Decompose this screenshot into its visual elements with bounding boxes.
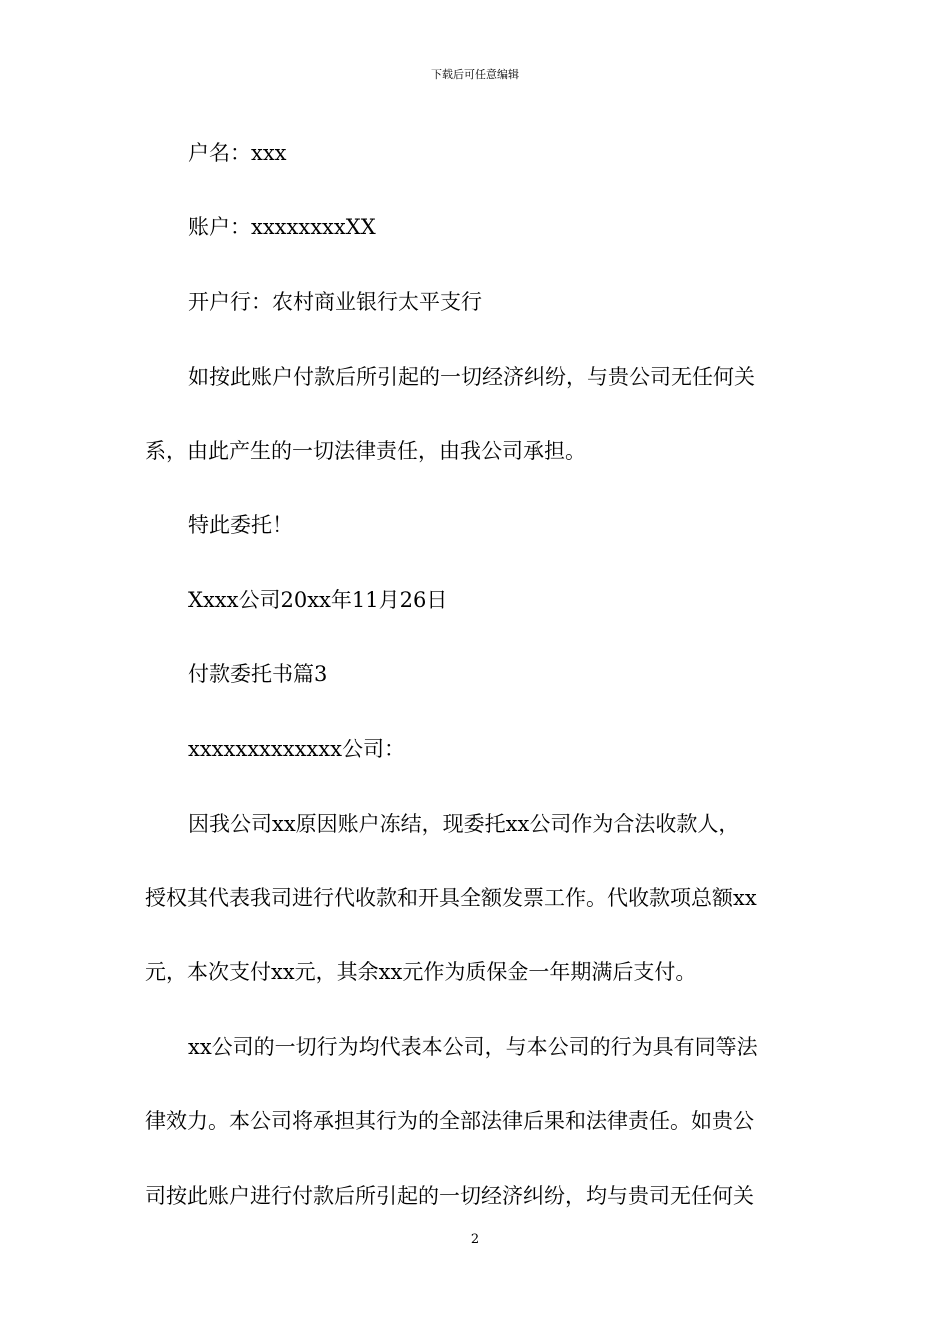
paragraph-line: 系，由此产生的一切法律责任，由我公司承担。 (145, 439, 586, 463)
paragraph-line: 如按此账户付款后所引起的一切经济纠纷，与贵公司无任何关 (188, 365, 755, 389)
section-title: 付款委托书篇3 (188, 662, 328, 686)
page-number: 2 (470, 1232, 480, 1247)
recipient-line: xxxxxxxxxxxxx公司： (188, 737, 405, 761)
account-name-line: 户名：xxx (188, 141, 287, 165)
closing-line: 特此委托！ (188, 513, 293, 537)
paragraph-line: 律效力。本公司将承担其行为的全部法律后果和法律责任。如贵公 (145, 1109, 754, 1133)
account-number-line: 账户：xxxxxxxxXX (188, 215, 376, 239)
paragraph-line: xx公司的一切行为均代表本公司，与本公司的行为具有同等法 (188, 1035, 758, 1059)
signature-date-line: Xxxx公司20xx年11月26日 (188, 588, 448, 612)
paragraph-line: 司按此账户进行付款后所引起的一切经济纠纷，均与贵司无任何关 (145, 1184, 754, 1208)
paragraph-line: 因我公司xx原因账户冻结，现委托xx公司作为合法收款人， (188, 812, 740, 836)
bank-line: 开户行：农村商业银行太平支行 (188, 290, 482, 314)
paragraph-line: 元，本次支付xx元，其余xx元作为质保金一年期满后支付。 (145, 960, 697, 984)
page-header: 下载后可任意编辑 (431, 68, 519, 81)
paragraph-line: 授权其代表我司进行代收款和开具全额发票工作。代收款项总额xx (145, 886, 757, 910)
